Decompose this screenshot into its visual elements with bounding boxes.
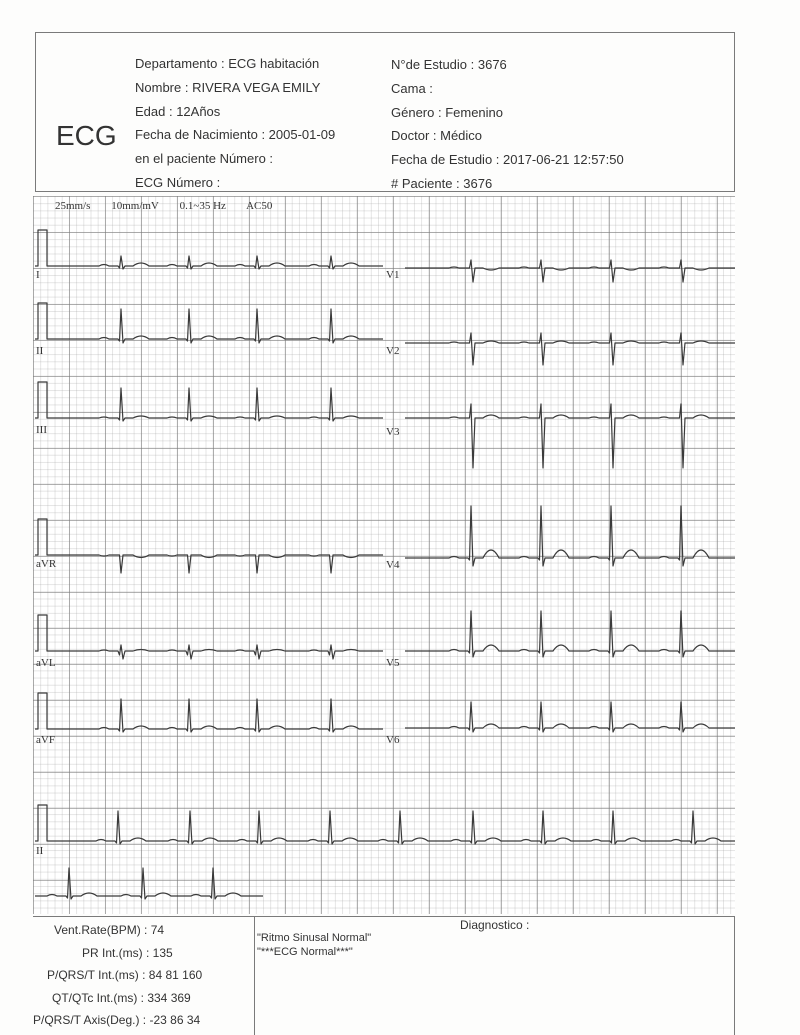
ac-filter: AC50	[246, 200, 273, 212]
trace-lead-i	[35, 230, 383, 269]
qt-qtc-interval: QT/QTc Int.(ms) : 334 369	[52, 991, 191, 1005]
lead-label-avr: aVR	[36, 558, 57, 570]
lead-label-v4: V4	[386, 559, 400, 571]
trace-lead-avl	[35, 615, 383, 659]
filter: 0.1~35 Hz	[179, 200, 226, 212]
pqrst-interval: P/QRS/T Int.(ms) : 84 81 160	[47, 968, 203, 982]
trace-lead-v1	[405, 260, 735, 282]
trace-rhythm-ii-continued	[35, 868, 263, 899]
lead-label-i: I	[36, 269, 40, 281]
bed-field: Cama :	[391, 81, 433, 96]
department-field: Departamento : ECG habitación	[135, 56, 320, 71]
trace-lead-v2	[405, 333, 735, 365]
lead-label-v3: V3	[386, 426, 400, 438]
paper-speed: 25mm/s	[55, 200, 91, 212]
ecg-number-field: ECG Número :	[135, 175, 221, 190]
trace-lead-v4	[405, 506, 735, 566]
ecg-grid	[33, 196, 735, 914]
trace-rhythm-ii	[35, 805, 735, 844]
trace-lead-avr	[35, 519, 383, 573]
trace-lead-iii	[35, 382, 383, 421]
gain: 10mm/mV	[111, 200, 159, 212]
pr-interval: PR Int.(ms) : 135	[82, 946, 173, 960]
trace-lead-avf	[35, 693, 383, 732]
trace-lead-v6	[405, 702, 735, 732]
diagnosis-line-2: "***ECG Normal***"	[257, 946, 353, 958]
lead-label-rhythm-ii: II	[36, 845, 44, 857]
study-number-field: N°de Estudio : 3676	[391, 57, 507, 72]
trace-lead-ii	[35, 303, 383, 343]
doctor-field: Doctor : Médico	[391, 128, 483, 143]
vent-rate: Vent.Rate(BPM) : 74	[54, 923, 165, 937]
recording-settings	[55, 200, 290, 212]
trace-lead-v3	[405, 404, 735, 468]
lead-label-v6: V6	[386, 734, 400, 746]
lead-label-ii: II	[36, 345, 44, 357]
lead-label-avl: aVL	[36, 657, 56, 669]
study-date-field: Fecha de Estudio : 2017-06-21 12:57:50	[391, 152, 624, 167]
patient-number-field: en el paciente Número :	[135, 151, 274, 166]
lead-label-iii: III	[36, 424, 47, 436]
axis-values: P/QRS/T Axis(Deg.) : -23 86 34	[33, 1013, 201, 1027]
report-title: ECG	[56, 120, 117, 151]
patient-id-field: # Paciente : 3676	[391, 176, 493, 191]
trace-lead-v5	[405, 611, 735, 657]
lead-label-v2: V2	[386, 345, 400, 357]
lead-label-avf: aVF	[36, 734, 55, 746]
lead-label-v5: V5	[386, 657, 400, 669]
patient-name-field: Nombre : RIVERA VEGA EMILY	[135, 80, 321, 95]
diagnosis-title: Diagnostico :	[460, 918, 530, 932]
diagnosis-line-1: "Ritmo Sinusal Normal"	[257, 932, 372, 944]
birth-date-field: Fecha de Nacimiento : 2005-01-09	[135, 127, 336, 142]
ecg-traces	[33, 196, 735, 914]
gender-field: Género : Femenino	[391, 105, 504, 120]
lead-label-v1: V1	[386, 269, 400, 281]
age-field: Edad : 12Años	[135, 104, 221, 119]
